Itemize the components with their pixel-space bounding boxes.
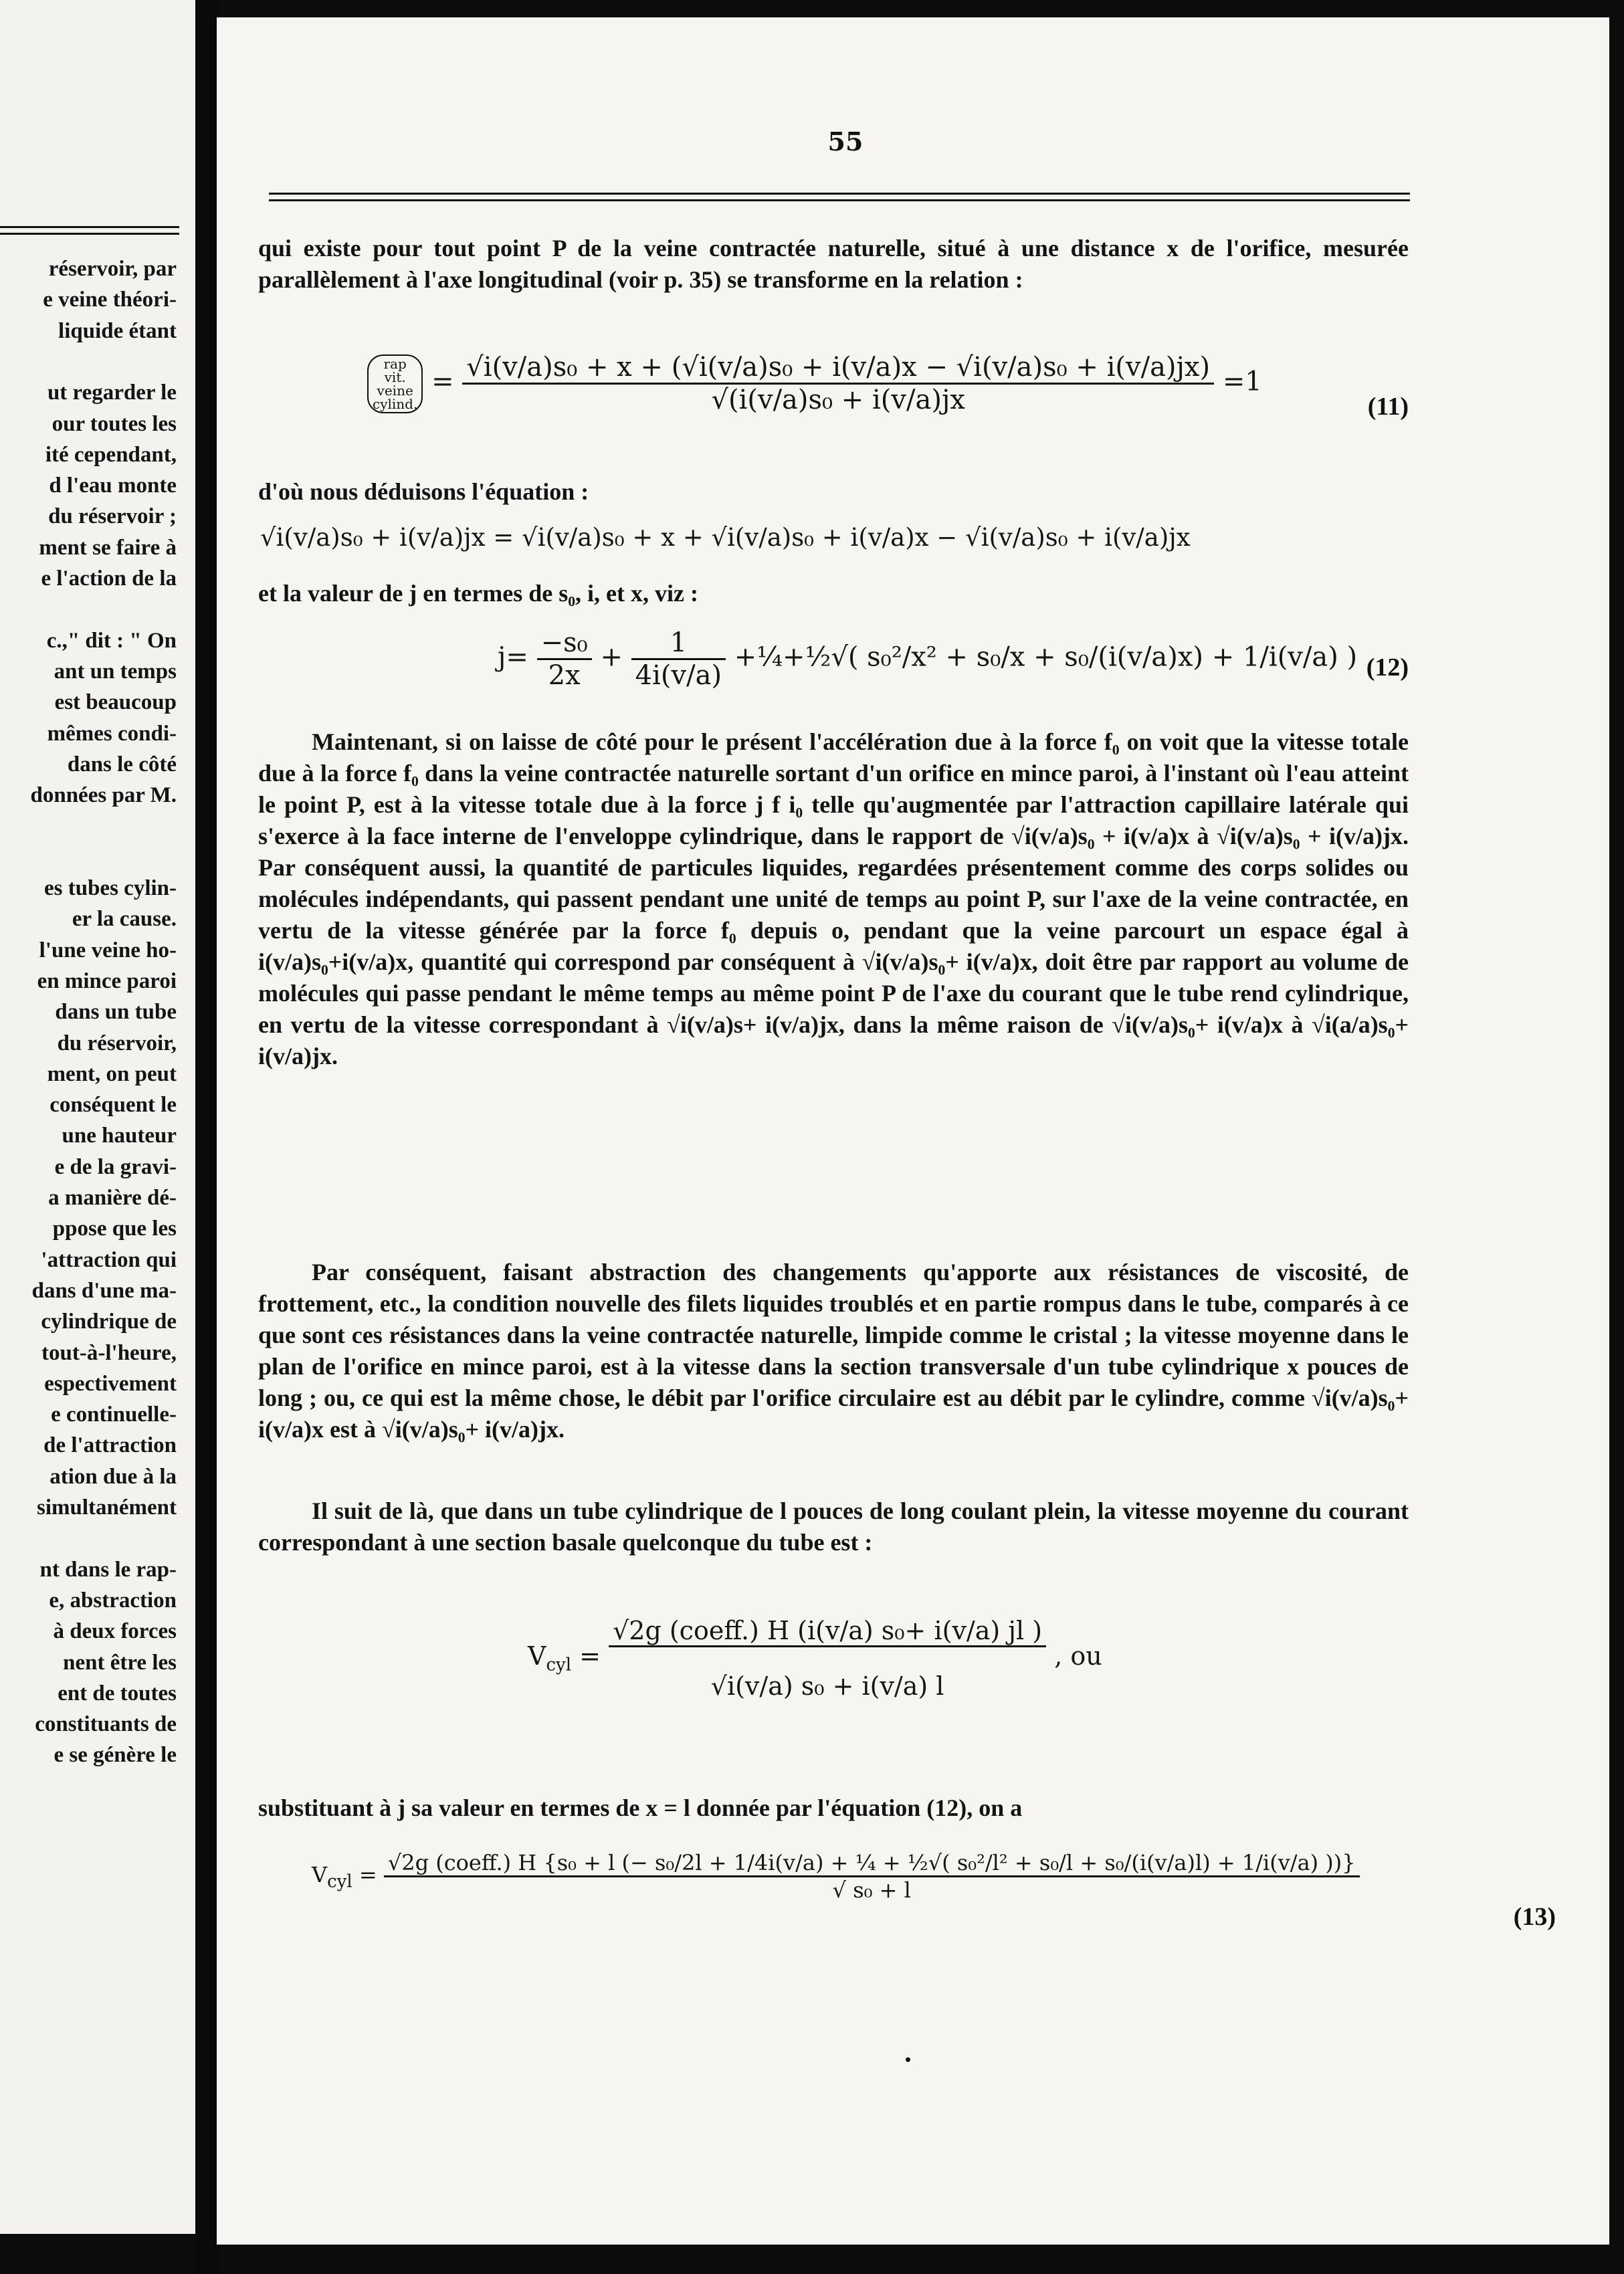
left-page-line: ut regarder le <box>47 381 177 405</box>
vcyl-symbol: V <box>528 1641 546 1671</box>
left-page-line: e se génère le <box>54 1743 177 1768</box>
eq11-lhs-line: rap <box>383 355 407 372</box>
eq11-numerator: √i(v/a)s₀ + x + (√i(v/a)s₀ + i(v/a)x − √i(v/a)s₀ + i(v/a)jx) <box>462 352 1214 385</box>
left-page-line: mêmes condi- <box>47 721 177 746</box>
paragraph-maintenant <box>258 726 1409 1072</box>
left-page-line: simultanément <box>37 1495 177 1520</box>
vcyl-subscript: cyl <box>327 1871 352 1892</box>
equation-unnumbered <box>260 523 1191 552</box>
equation-12: j= $\frac{\text{−s₀}}{2x}$ + $\frac{1}{4i(v/a)}$ +¼+½√( s₀²/x² + s₀/x + s₀/(i(v/a)x) + 1/i(v/a) ) <box>498 627 1358 691</box>
paragraph-intro <box>258 233 1409 296</box>
paragraph-text: substituant à j sa valeur en termes de x = l donnée par l'équation (12), on a <box>258 1794 1023 1821</box>
left-page-line: du réservoir ; <box>48 504 177 529</box>
vcyl-denominator: √i(v/a) s₀ + i(v/a) l <box>710 1671 944 1701</box>
eq11-lhs-line: vit. <box>384 369 406 385</box>
left-page-line: du réservoir, <box>57 1031 177 1055</box>
left-page-line: d l'eau monte <box>49 474 177 498</box>
eq11-lhs-line: cylind. <box>373 395 418 412</box>
left-page-fragment <box>0 0 195 2234</box>
left-page-line: cylindrique de <box>41 1310 177 1334</box>
left-page-line: c.," dit : " On <box>46 628 177 653</box>
left-page-line: es tubes cylin- <box>44 876 177 900</box>
left-page-line: nt dans le rap- <box>39 1557 177 1582</box>
vcyl-fraction <box>609 1616 1046 1701</box>
eq11-rhs: =1 <box>1222 366 1262 397</box>
left-page-line: ité cependant, <box>45 442 177 467</box>
paragraph-il-suit <box>258 1495 1409 1558</box>
left-page-line: e l'action de la <box>41 566 177 591</box>
left-page-line: conséquent le <box>49 1093 177 1118</box>
left-page-line: une hauteur <box>62 1124 177 1148</box>
paragraph-text: Il suit de là, que dans un tube cylindrique de l pouces de long coulant plein, la vitesse moyenne du courant correspondant à une section basale quelconque du tube est : <box>258 1497 1409 1556</box>
left-page-line: ent de toutes <box>58 1681 177 1706</box>
left-page-line: ment, on peut <box>47 1061 177 1086</box>
equation-vcyl: $V_{cyl}$ = $\frac{\text{√2g (coeff.) H (i(v/a) s₀+ i(v/a) jl )}}{\text{√i(v/a) s₀ + i(v/a) l}}$ , ou <box>528 1616 1102 1701</box>
left-page-line: ppose que les <box>52 1217 177 1241</box>
eq12-label: (12) <box>1366 653 1409 682</box>
left-page-line: nent être les <box>63 1650 177 1675</box>
eq11-lhs <box>367 354 423 413</box>
paragraph-consequent <box>258 1257 1409 1445</box>
left-page-line: er la cause. <box>72 907 177 932</box>
left-page-line: ation due à la <box>49 1464 177 1489</box>
left-page-line: e veine théori- <box>43 288 177 312</box>
eq12-term1-num: −s₀ <box>537 627 592 660</box>
eq12-term2-num: 1 <box>631 627 726 660</box>
header-rule <box>269 193 1410 195</box>
eq12-term1-den: 2x <box>548 660 581 691</box>
left-page-line: en mince paroi <box>37 968 177 993</box>
left-page-line: est beaucoup <box>54 690 177 715</box>
left-page-line: espectivement <box>44 1371 177 1396</box>
page-number: 55 <box>827 126 864 157</box>
left-page-line: e, abstraction <box>49 1588 177 1613</box>
eq12-rest: +¼+½√( s₀²/x² + s₀/x + s₀/(i(v/a)x) + 1/i(v/a) ) <box>734 641 1358 673</box>
left-page-line: à deux forces <box>53 1619 177 1644</box>
left-page-line: constituants de <box>35 1712 177 1737</box>
equation-text: √i(v/a)s₀ + i(v/a)jx = √i(v/a)s₀ + x + √i(v/a)s₀ + i(v/a)x − √i(v/a)s₀ + i(v/a)jx <box>260 523 1191 552</box>
left-page-line: ment se faire à <box>39 535 177 560</box>
eq11-lhs-line: veine <box>377 382 413 399</box>
vcyl-ou: , ou <box>1054 1641 1102 1671</box>
left-page-line: 'attraction qui <box>41 1247 177 1272</box>
paragraph-text: d'où nous déduisons l'équation : <box>258 478 589 505</box>
paragraph-deduce <box>258 476 1409 508</box>
paragraph-text: Maintenant, si on laisse de côté pour le présent l'accélération due à la force f₀ on voit que la vitesse totale due à la force f₀ dans la veine contractée naturelle sortant d'un orifice en mince paroi, à l'instant où l'eau atteint le point P, est à la vitesse totale due à la force j f i₀ telle qu'augmentée par l'attraction capillaire latérale qui s'exerce à la face interne de l'enveloppe cylindrique, dans le rapport de √i(v/a)s₀ + i(v/a)x à √i(v/a)s₀ + i(v/a)jx. Par conséquent aussi, la quantité de particules liquides, regardées présentement comme des corps solides ou molécules indépendants, qui passent pendant une unité de temps au point P, sur l'axe de la veine contractée, en vertu de la vitesse générée par la force f₀ depuis o, pendant que la veine parcourt un espace égal à i(v/a)s₀+i(v/a)x, quantité qui correspond par conséquent à √i(v/a)s₀+ i(v/a)x, doit être par rapport au volume de molécules qui passe pendant le même temps au même point P de l'axe du courant que le tube rend cylindrique, en vertu de la vitesse correspondant à √i(v/a)s+ i(v/a)jx, dans la même raison de √i(v/a)s₀+ i(v/a)x à √i(a/a)s₀+ i(v/a)jx. <box>258 728 1409 1069</box>
paragraph-substituant <box>258 1792 1409 1824</box>
eq11-fraction <box>462 352 1214 415</box>
left-page-line: l'une veine ho- <box>39 938 177 962</box>
book-gutter <box>195 0 219 2274</box>
left-page-line: de l'attraction <box>43 1433 177 1458</box>
vcyl-symbol: V <box>312 1862 328 1887</box>
paragraph-text: qui existe pour tout point P de la veine contractée naturelle, situé à une distance x de l'orifice, mesurée parallèlement à l'axe longitudinal (voir p. 35) se transforme en la relation : <box>258 235 1409 293</box>
left-page-line: dans le côté <box>67 752 177 777</box>
left-page-line: tout-à-l'heure, <box>41 1340 177 1365</box>
eq12-lhs: j= <box>498 641 528 673</box>
left-page-line: ant un temps <box>54 659 177 684</box>
eq13-denominator: √ s₀ + l <box>832 1877 911 1903</box>
left-page-line: données par M. <box>30 783 177 808</box>
left-page-line: réservoir, par <box>48 257 177 281</box>
eq13-label: (13) <box>1513 1903 1556 1931</box>
left-page-rule <box>0 233 179 235</box>
eq12-term2 <box>631 627 726 691</box>
eq12-term1 <box>537 627 592 691</box>
paragraph-text: et la valeur de j en termes de s₀, i, et x, viz : <box>258 580 698 607</box>
paragraph-text: Par conséquent, faisant abstraction des changements qu'apporte aux résistances de viscosité, de frottement, etc., la condition nouvelle des filets liquides troublés et en partie rompus dans le tube, comparés à ce que sont ces résistances dans la veine contractée naturelle, limpide comme le cristal ; la vitesse moyenne dans le plan de l'orifice en mince paroi, est à la vitesse dans la section transversale d'un tube cylindrique x pouces de long ; ou, ce qui est la même chose, le débit par l'orifice circulaire est au débit par le cylindre, comme √i(v/a)s₀+ i(v/a)x est à √i(v/a)s₀+ i(v/a)jx. <box>258 1259 1409 1443</box>
left-page-line: liquide étant <box>58 318 177 343</box>
paragraph-value-j <box>258 578 1409 609</box>
vcyl-subscript: cyl <box>546 1655 572 1675</box>
left-page-line: our toutes les <box>52 411 177 436</box>
eq13-numerator: √2g (coeff.) H {s₀ + l (− s₀/2l + 1/4i(v/a) + ¼ + ½√( s₀²/l² + s₀/l + s₀/(i(v/a)l) + 1/i(v/a) ))} <box>384 1850 1360 1877</box>
eq11-denominator: √(i(v/a)s₀ + i(v/a)jx <box>711 385 965 415</box>
header-rule <box>269 199 1410 201</box>
eq13-fraction <box>384 1850 1360 1903</box>
left-page-line: e continuelle- <box>51 1403 177 1427</box>
left-page-line: a manière dé- <box>48 1186 177 1210</box>
eq12-term2-den: 4i(v/a) <box>635 660 722 691</box>
eq11-label: (11) <box>1367 393 1409 421</box>
ink-speck <box>906 2057 910 2062</box>
left-page-line: dans un tube <box>55 1000 177 1025</box>
left-page-line: dans d'une ma- <box>31 1278 177 1303</box>
equation-13: $V_{cyl}$ = √2g (coeff.) H {s₀ + l (− s₀/2l + 1/4i(v/a) + ¼ + ½√( s₀²/l² + s₀/l + s₀/(i(v/a)l) + 1/i(v/a) ))} √ s₀ + l <box>312 1850 1360 1903</box>
equation-11: rap vit. veine cylind. = $\frac{\text{√i(v/a)s₀ + x + (√i(v/a)s₀ + i(v/a)x − √i(v/a)s₀ + i(v/a)jx)}}{\text{√(i(v/a)s₀ + i(v/a)jx}}$ =1 <box>367 352 1262 415</box>
vcyl-numerator: √2g (coeff.) H (i(v/a) s₀+ i(v/a) jl ) <box>609 1616 1046 1647</box>
left-page-rule <box>0 226 179 228</box>
right-page <box>217 17 1609 2245</box>
left-page-line: e de la gravi- <box>54 1154 177 1179</box>
